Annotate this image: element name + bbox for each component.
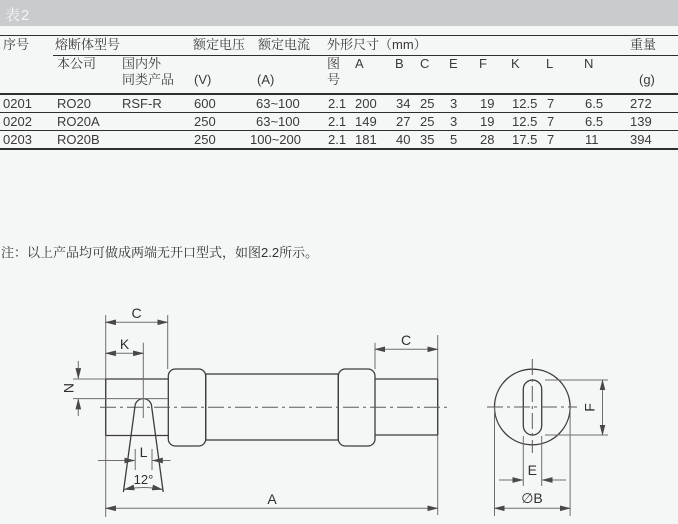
table-row-dim-b: 27 — [396, 114, 411, 129]
header-figure-line1: 图 — [327, 56, 341, 71]
table-row-dim-b: 34 — [396, 96, 411, 111]
dim-arc-angle — [124, 488, 162, 490]
table-row-dim-a: 149 — [355, 114, 377, 129]
table-row-dim-b: 40 — [396, 132, 411, 147]
table-row-dim-e: 3 — [450, 96, 458, 111]
table-row-company: RO20A — [57, 114, 100, 129]
table-row-serial: 0201 — [3, 96, 32, 111]
dim-label-k: K — [119, 336, 130, 352]
table-row-weight: 139 — [630, 114, 652, 129]
table-row-company: RO20B — [57, 132, 100, 147]
table-row-dim-f: 19 — [480, 96, 495, 111]
header-figure-line2: 号 — [327, 72, 341, 87]
table-row-dim-n: 6.5 — [585, 96, 604, 111]
dim-label-b: ∅B — [521, 490, 543, 506]
table-row-weight: 394 — [630, 132, 652, 147]
table-row-figure: 2.1 — [328, 132, 347, 147]
header-voltage-unit: (V) — [194, 72, 212, 87]
header-weight-unit: (g) — [639, 72, 655, 87]
header-voltage: 额定电压 — [193, 37, 246, 52]
header-similar-line1: 国内外 — [122, 56, 162, 71]
header-model: 熔断体型号 — [55, 37, 121, 52]
table-title: 表2 — [5, 7, 31, 24]
table-row-voltage: 600 — [194, 96, 216, 111]
table-row-dim-c: 25 — [420, 96, 435, 111]
table-row-dim-a: 181 — [355, 132, 377, 147]
dim-label-c-right: C — [400, 332, 412, 348]
header-dim-a: A — [355, 56, 364, 71]
header-dim-b: B — [395, 56, 404, 71]
dim-label-e: E — [527, 462, 537, 478]
dim-label-n: N — [60, 382, 77, 394]
table-row-weight: 272 — [630, 96, 652, 111]
table-row-dim-k: 12.5 — [512, 114, 538, 129]
header-current-unit: (A) — [257, 72, 275, 87]
dim-label-a: A — [267, 491, 277, 507]
table-row-dim-l: 7 — [547, 96, 555, 111]
header-similar-line2: 同类产品 — [122, 72, 175, 87]
table-row-serial: 0202 — [3, 114, 32, 129]
fuse-end-view — [487, 359, 608, 516]
slot-right-edge — [152, 407, 164, 492]
table-row-dim-k: 12.5 — [512, 96, 538, 111]
table-row-dim-e: 5 — [450, 132, 458, 147]
table-row-voltage: 250 — [194, 132, 216, 147]
table-row-serial: 0203 — [3, 132, 32, 147]
table-row-dim-f: 19 — [480, 114, 495, 129]
table-row-dim-k: 17.5 — [512, 132, 538, 147]
header-dim-c: C — [420, 56, 430, 71]
table-row-dim-n: 6.5 — [585, 114, 604, 129]
table-row-dim-l: 7 — [547, 114, 555, 129]
header-dimensions: 外形尺寸（mm） — [327, 37, 427, 52]
table-row-figure: 2.1 — [328, 96, 347, 111]
table-row-dim-a: 200 — [355, 96, 377, 111]
table-row-dim-l: 7 — [547, 132, 555, 147]
table-row-current: 63~100 — [256, 114, 300, 129]
table-row-dim-c: 35 — [420, 132, 435, 147]
table-row-current: 63~100 — [256, 96, 300, 111]
table-row-current: 100~200 — [250, 132, 301, 147]
table-row-dim-e: 3 — [450, 114, 458, 129]
dim-label-f: F — [581, 403, 598, 412]
header-current: 额定电流 — [258, 37, 311, 52]
header-dim-l: L — [546, 56, 554, 71]
table-row-similar: RSF-R — [122, 96, 162, 111]
header-weight: 重量 — [630, 37, 657, 52]
dim-label-c-left: C — [131, 305, 142, 321]
header-serial: 序号 — [3, 37, 30, 52]
table-row-voltage: 250 — [194, 114, 216, 129]
note-text: 注：以上产品均可做成两端无开口型式，如图2.2所示。 — [1, 245, 319, 260]
table-row-company: RO20 — [57, 96, 91, 111]
table-row-dim-f: 28 — [480, 132, 495, 147]
table-row-dim-c: 25 — [420, 114, 435, 129]
header-dim-n: N — [584, 56, 594, 71]
header-dim-k: K — [511, 56, 520, 71]
dim-label-l: L — [139, 444, 148, 460]
dim-label-angle: 12° — [133, 472, 154, 487]
table-row-dim-n: 11 — [585, 132, 599, 147]
header-dim-e: E — [449, 56, 458, 71]
header-company: 本公司 — [57, 56, 97, 71]
table-row-figure: 2.1 — [328, 114, 347, 129]
fuse-side-view — [61, 305, 449, 517]
header-dim-f: F — [479, 56, 487, 71]
